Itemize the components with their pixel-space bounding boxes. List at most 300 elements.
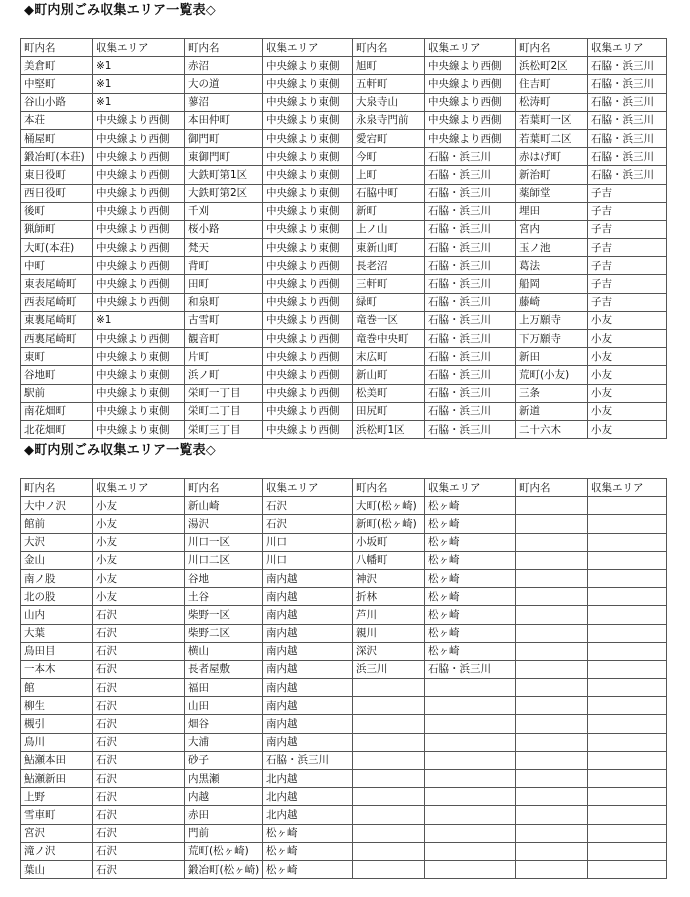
collection-area-cell: 石沢 xyxy=(93,642,185,660)
town-name-cell: 砂子 xyxy=(185,751,263,769)
town-name-cell: 竜巻一区 xyxy=(353,311,425,329)
collection-area-cell: 子吉 xyxy=(588,239,667,257)
collection-area-cell: 石脇・浜三川 xyxy=(263,751,353,769)
collection-area-cell: 小友 xyxy=(93,515,185,533)
town-name-cell: 田尻町 xyxy=(353,402,425,420)
column-header: 収集エリア xyxy=(263,39,353,57)
town-name-cell: 梵天 xyxy=(185,239,263,257)
collection-area-cell xyxy=(588,733,667,751)
page-title: ◆町内別ごみ収集エリア一覧表◇ xyxy=(24,3,216,18)
collection-area-cell: 中央線より西側 xyxy=(93,293,185,311)
collection-area-cell: 中央線より西側 xyxy=(263,311,353,329)
town-name-cell: 浜ノ町 xyxy=(185,366,263,384)
town-name-cell: 谷山小路 xyxy=(21,93,93,111)
town-name-cell: 三条 xyxy=(516,384,588,402)
collection-area-cell xyxy=(588,860,667,878)
collection-area-cell xyxy=(588,588,667,606)
town-name-cell: 川口一区 xyxy=(185,533,263,551)
column-header: 町内名 xyxy=(21,39,93,57)
collection-area-cell: 川口 xyxy=(263,551,353,569)
table-row xyxy=(21,129,667,147)
table-header-row xyxy=(21,479,667,497)
table-row xyxy=(21,715,667,733)
collection-area-cell: 南内越 xyxy=(263,624,353,642)
collection-area-cell: 南内越 xyxy=(263,715,353,733)
town-name-cell: 観音町 xyxy=(185,330,263,348)
collection-area-cell: 石沢 xyxy=(263,515,353,533)
collection-area-cell: 中央線より西側 xyxy=(93,148,185,166)
collection-area-cell: 中央線より西側 xyxy=(93,239,185,257)
column-header: 町内名 xyxy=(21,479,93,497)
collection-area-cell: 石脇・浜三川 xyxy=(425,420,516,438)
collection-area-cell: 中央線より東側 xyxy=(93,402,185,420)
town-name-cell: 南花畑町 xyxy=(21,402,93,420)
town-name-cell xyxy=(516,679,588,697)
collection-area-cell: 南内越 xyxy=(263,642,353,660)
collection-area-cell: 石脇・浜三川 xyxy=(425,220,516,238)
collection-area-cell: 松ヶ崎 xyxy=(263,860,353,878)
collection-area-cell: 松ヶ崎 xyxy=(425,533,516,551)
town-name-cell: 中堅町 xyxy=(21,75,93,93)
table-row xyxy=(21,842,667,860)
collection-area-cell: 中央線より西側 xyxy=(93,330,185,348)
town-name-cell: 二十六木 xyxy=(516,420,588,438)
town-name-cell xyxy=(516,806,588,824)
town-name-cell: 上町 xyxy=(353,166,425,184)
table-row xyxy=(21,330,667,348)
table-body xyxy=(21,479,667,879)
collection-area-cell: 石沢 xyxy=(93,624,185,642)
town-name-cell: 住吉町 xyxy=(516,75,588,93)
table-row xyxy=(21,788,667,806)
collection-area-cell: 石沢 xyxy=(93,788,185,806)
collection-area-cell: 石脇・浜三川 xyxy=(588,111,667,129)
town-name-cell xyxy=(353,788,425,806)
table-row xyxy=(21,624,667,642)
town-name-cell: 本田仲町 xyxy=(185,111,263,129)
collection-area-cell xyxy=(588,806,667,824)
table-row xyxy=(21,606,667,624)
collection-area-cell xyxy=(588,642,667,660)
town-name-cell: 新田 xyxy=(516,348,588,366)
collection-area-cell: 中央線より西側 xyxy=(263,330,353,348)
town-name-cell xyxy=(516,770,588,788)
town-name-cell xyxy=(353,715,425,733)
collection-area-cell xyxy=(425,806,516,824)
collection-area-cell xyxy=(588,842,667,860)
collection-area-cell xyxy=(588,770,667,788)
town-name-cell: 柳生 xyxy=(21,697,93,715)
town-name-cell: 新町(松ヶ崎) xyxy=(353,515,425,533)
table-row xyxy=(21,770,667,788)
collection-area-cell xyxy=(425,733,516,751)
town-name-cell: 大浦 xyxy=(185,733,263,751)
collection-area-cell: 中央線より西側 xyxy=(263,257,353,275)
town-name-cell xyxy=(353,679,425,697)
town-name-cell xyxy=(516,588,588,606)
collection-area-cell: 中央線より東側 xyxy=(263,202,353,220)
town-name-cell xyxy=(516,533,588,551)
collection-area-cell xyxy=(588,497,667,515)
collection-area-cell: 松ヶ崎 xyxy=(425,497,516,515)
town-name-cell: 鍛冶町(松ヶ崎) xyxy=(185,860,263,878)
collection-area-cell: 石脇・浜三川 xyxy=(425,275,516,293)
town-name-cell: 八幡町 xyxy=(353,551,425,569)
collection-area-cell: 子吉 xyxy=(588,220,667,238)
collection-area-cell: 中央線より東側 xyxy=(263,93,353,111)
collection-area-cell: 松ヶ崎 xyxy=(425,606,516,624)
town-name-cell: 石脇中町 xyxy=(353,184,425,202)
town-name-cell: 谷地町 xyxy=(21,366,93,384)
collection-area-cell: 小友 xyxy=(588,366,667,384)
collection-area-cell: 中央線より東側 xyxy=(93,384,185,402)
collection-area-cell: 小友 xyxy=(588,402,667,420)
town-name-cell: 大の道 xyxy=(185,75,263,93)
collection-area-cell: 中央線より東側 xyxy=(263,148,353,166)
town-name-cell xyxy=(353,806,425,824)
collection-area-cell: 中央線より西側 xyxy=(263,384,353,402)
table-row xyxy=(21,257,667,275)
collection-area-cell: 石脇・浜三川 xyxy=(425,660,516,678)
town-name-cell: 浜松町2区 xyxy=(516,57,588,75)
table-body xyxy=(21,39,667,439)
collection-area-cell: 松ヶ崎 xyxy=(263,824,353,842)
town-name-cell xyxy=(516,660,588,678)
collection-area-cell: 石脇・浜三川 xyxy=(425,166,516,184)
collection-area-cell: 小友 xyxy=(588,420,667,438)
collection-area-cell: 小友 xyxy=(93,588,185,606)
town-name-cell: 御門町 xyxy=(185,129,263,147)
town-name-cell: 藤崎 xyxy=(516,293,588,311)
collection-area-cell: 松ヶ崎 xyxy=(425,588,516,606)
town-name-cell: 大町(松ヶ崎) xyxy=(353,497,425,515)
collection-area-cell xyxy=(588,660,667,678)
town-name-cell: 川口二区 xyxy=(185,551,263,569)
collection-area-cell: 石沢 xyxy=(93,770,185,788)
town-name-cell xyxy=(516,624,588,642)
town-name-cell: 五軒町 xyxy=(353,75,425,93)
table-row xyxy=(21,860,667,878)
town-name-cell: 親川 xyxy=(353,624,425,642)
collection-area-cell xyxy=(588,751,667,769)
town-name-cell: 鳥川 xyxy=(21,733,93,751)
town-name-cell: 大町(本荘) xyxy=(21,239,93,257)
town-name-cell: 蓼沼 xyxy=(185,93,263,111)
table-row xyxy=(21,551,667,569)
collection-area-cell: 中央線より西側 xyxy=(93,202,185,220)
table-row xyxy=(21,75,667,93)
collection-area-cell: 中央線より西側 xyxy=(93,129,185,147)
collection-area-cell: 南内越 xyxy=(263,697,353,715)
table-row xyxy=(21,348,667,366)
column-header: 収集エリア xyxy=(263,479,353,497)
page-title-2: ◆町内別ごみ収集エリア一覧表◇ xyxy=(24,443,216,458)
collection-area-cell xyxy=(425,788,516,806)
town-name-cell: 埋田 xyxy=(516,202,588,220)
table-row xyxy=(21,293,667,311)
town-name-cell: 赤沼 xyxy=(185,57,263,75)
collection-area-cell: 中央線より西側 xyxy=(93,184,185,202)
town-name-cell: 大鉄町第2区 xyxy=(185,184,263,202)
table-row xyxy=(21,93,667,111)
town-name-cell: 内黒瀬 xyxy=(185,770,263,788)
collection-area-cell: 北内越 xyxy=(263,806,353,824)
collection-area-cell: 石脇・浜三川 xyxy=(425,330,516,348)
collection-area-cell xyxy=(425,715,516,733)
collection-area-cell: 石沢 xyxy=(93,606,185,624)
town-name-cell: 一本木 xyxy=(21,660,93,678)
town-name-cell: 緑町 xyxy=(353,293,425,311)
table-row xyxy=(21,515,667,533)
collection-area-cell: 石沢 xyxy=(93,679,185,697)
town-name-cell: 長者屋敷 xyxy=(185,660,263,678)
town-name-cell: 鮎瀬本田 xyxy=(21,751,93,769)
town-name-cell: 滝ノ沢 xyxy=(21,842,93,860)
collection-area-cell: 石脇・浜三川 xyxy=(425,257,516,275)
town-name-cell: 西裏尾崎町 xyxy=(21,330,93,348)
town-name-cell: 本荘 xyxy=(21,111,93,129)
town-name-cell: 東表尾崎町 xyxy=(21,275,93,293)
collection-area-cell: 中央線より東側 xyxy=(263,220,353,238)
collection-area-cell xyxy=(588,697,667,715)
collection-area-cell: 中央線より西側 xyxy=(263,402,353,420)
collection-area-cell: 中央線より西側 xyxy=(93,220,185,238)
town-name-cell: 今町 xyxy=(353,148,425,166)
town-name-cell: 玉ノ池 xyxy=(516,239,588,257)
town-name-cell: 中町 xyxy=(21,257,93,275)
collection-area-cell: 石沢 xyxy=(93,842,185,860)
town-name-cell: 大泉寺山 xyxy=(353,93,425,111)
collection-area-cell: 中央線より東側 xyxy=(263,239,353,257)
collection-area-cell: ※1 xyxy=(93,57,185,75)
collection-area-cell: 石脇・浜三川 xyxy=(588,57,667,75)
town-name-cell: 内越 xyxy=(185,788,263,806)
town-name-cell: 栄町二丁目 xyxy=(185,402,263,420)
collection-area-cell: 石沢 xyxy=(93,715,185,733)
collection-area-cell: 中央線より東側 xyxy=(263,129,353,147)
town-name-cell: 古雪町 xyxy=(185,311,263,329)
collection-area-cell: 子吉 xyxy=(588,257,667,275)
town-name-cell: 東町 xyxy=(21,348,93,366)
column-header: 町内名 xyxy=(516,39,588,57)
collection-area-cell: 石脇・浜三川 xyxy=(425,293,516,311)
town-name-cell: 松美町 xyxy=(353,384,425,402)
column-header: 町内名 xyxy=(353,479,425,497)
collection-area-cell xyxy=(425,679,516,697)
town-name-cell xyxy=(516,733,588,751)
town-name-cell: 桶屋町 xyxy=(21,129,93,147)
table-row xyxy=(21,239,667,257)
table-row xyxy=(21,588,667,606)
town-name-cell: 南ノ股 xyxy=(21,569,93,587)
collection-area-cell: ※1 xyxy=(93,75,185,93)
collection-area-cell: 小友 xyxy=(93,569,185,587)
collection-area-cell: 中央線より西側 xyxy=(263,348,353,366)
town-name-cell xyxy=(516,788,588,806)
table-row xyxy=(21,824,667,842)
collection-area-cell xyxy=(588,788,667,806)
town-name-cell: 竜巻中央町 xyxy=(353,330,425,348)
town-name-cell: 赤田 xyxy=(185,806,263,824)
collection-area-cell: 子吉 xyxy=(588,202,667,220)
collection-area-cell xyxy=(588,715,667,733)
collection-area-cell: 中央線より西側 xyxy=(425,129,516,147)
town-name-cell: 上万願寺 xyxy=(516,311,588,329)
town-name-cell xyxy=(516,715,588,733)
town-name-cell: 下万願寺 xyxy=(516,330,588,348)
town-name-cell: 上野 xyxy=(21,788,93,806)
town-name-cell: 栄町一丁目 xyxy=(185,384,263,402)
town-name-cell: 宮沢 xyxy=(21,824,93,842)
town-name-cell: 大鉄町第1区 xyxy=(185,166,263,184)
town-name-cell xyxy=(353,770,425,788)
collection-area-cell: 松ヶ崎 xyxy=(425,624,516,642)
table-row xyxy=(21,420,667,438)
column-header: 町内名 xyxy=(185,39,263,57)
table-row xyxy=(21,184,667,202)
table-row xyxy=(21,275,667,293)
column-header: 収集エリア xyxy=(425,39,516,57)
town-name-cell: 館 xyxy=(21,679,93,697)
collection-area-cell: 子吉 xyxy=(588,293,667,311)
town-name-cell xyxy=(516,697,588,715)
town-name-cell: 新町 xyxy=(353,202,425,220)
town-name-cell: 荒町(小友) xyxy=(516,366,588,384)
collection-area-cell: 石脇・浜三川 xyxy=(588,166,667,184)
collection-area-cell: 南内越 xyxy=(263,569,353,587)
town-name-cell: 片町 xyxy=(185,348,263,366)
town-name-cell: 山田 xyxy=(185,697,263,715)
town-name-cell: 深沢 xyxy=(353,642,425,660)
collection-area-cell: 川口 xyxy=(263,533,353,551)
collection-area-cell: 中央線より西側 xyxy=(93,111,185,129)
town-name-cell: 横山 xyxy=(185,642,263,660)
collection-area-cell: 子吉 xyxy=(588,275,667,293)
collection-area-cell: 中央線より西側 xyxy=(425,111,516,129)
collection-area-cell: 石脇・浜三川 xyxy=(425,366,516,384)
collection-area-cell: ※1 xyxy=(93,93,185,111)
town-name-cell: 柴野一区 xyxy=(185,606,263,624)
column-header: 収集エリア xyxy=(93,479,185,497)
table-row xyxy=(21,660,667,678)
collection-area-cell: 石脇・浜三川 xyxy=(425,402,516,420)
collection-area-cell: 石脇・浜三川 xyxy=(588,75,667,93)
town-name-cell: 永泉寺門前 xyxy=(353,111,425,129)
collection-area-cell: 中央線より西側 xyxy=(263,275,353,293)
collection-area-cell: 小友 xyxy=(93,551,185,569)
collection-area-cell: 石脇・浜三川 xyxy=(425,384,516,402)
collection-area-cell xyxy=(588,624,667,642)
town-name-cell: 若葉町一区 xyxy=(516,111,588,129)
collection-area-cell: 石脇・浜三川 xyxy=(425,202,516,220)
collection-area-cell xyxy=(588,515,667,533)
town-name-cell: 土谷 xyxy=(185,588,263,606)
collection-area-cell: 中央線より東側 xyxy=(93,366,185,384)
collection-area-cell: 石沢 xyxy=(263,497,353,515)
collection-area-cell: 中央線より西側 xyxy=(425,93,516,111)
town-name-cell xyxy=(353,860,425,878)
collection-area-cell: 石沢 xyxy=(93,751,185,769)
table-row xyxy=(21,166,667,184)
town-name-cell: 猟師町 xyxy=(21,220,93,238)
town-name-cell xyxy=(516,497,588,515)
table-row xyxy=(21,679,667,697)
collection-area-cell: 中央線より西側 xyxy=(93,166,185,184)
town-name-cell: 西日役町 xyxy=(21,184,93,202)
town-name-cell: 金山 xyxy=(21,551,93,569)
collection-area-cell: 石沢 xyxy=(93,697,185,715)
collection-area-cell xyxy=(425,860,516,878)
town-name-cell: 和泉町 xyxy=(185,293,263,311)
town-name-cell: 鳥田目 xyxy=(21,642,93,660)
town-name-cell xyxy=(516,606,588,624)
column-header: 町内名 xyxy=(353,39,425,57)
collection-area-cell: 南内越 xyxy=(263,733,353,751)
collection-area-cell: 石脇・浜三川 xyxy=(588,129,667,147)
collection-area-cell: 小友 xyxy=(588,384,667,402)
collection-area-cell: 松ヶ崎 xyxy=(425,515,516,533)
collection-area-cell: 中央線より西側 xyxy=(263,293,353,311)
collection-area-cell: 北内越 xyxy=(263,788,353,806)
collection-area-cell: 子吉 xyxy=(588,184,667,202)
collection-area-cell: 小友 xyxy=(588,311,667,329)
town-name-cell: 長老沼 xyxy=(353,257,425,275)
town-name-cell: 東御門町 xyxy=(185,148,263,166)
collection-area-cell: 中央線より西側 xyxy=(425,75,516,93)
town-name-cell: 湯沢 xyxy=(185,515,263,533)
table-row xyxy=(21,402,667,420)
town-name-cell: 末広町 xyxy=(353,348,425,366)
table-row xyxy=(21,148,667,166)
collection-area-cell xyxy=(425,770,516,788)
collection-area-cell: 石沢 xyxy=(93,806,185,824)
table-row xyxy=(21,533,667,551)
town-name-cell: 新山崎 xyxy=(185,497,263,515)
town-name-cell: 柴野二区 xyxy=(185,624,263,642)
collection-area-cell xyxy=(425,842,516,860)
table-row xyxy=(21,806,667,824)
town-name-cell: 小坂町 xyxy=(353,533,425,551)
town-name-cell: 鮎瀬新田 xyxy=(21,770,93,788)
town-name-cell xyxy=(353,697,425,715)
town-name-cell: 大葉 xyxy=(21,624,93,642)
town-name-cell: 浜三川 xyxy=(353,660,425,678)
collection-area-cell: 松ヶ崎 xyxy=(425,551,516,569)
town-name-cell: 西表尾崎町 xyxy=(21,293,93,311)
town-name-cell: 愛宕町 xyxy=(353,129,425,147)
town-name-cell: 旭町 xyxy=(353,57,425,75)
town-name-cell: 千刈 xyxy=(185,202,263,220)
town-name-cell: 駅前 xyxy=(21,384,93,402)
collection-area-cell: 中央線より西側 xyxy=(93,275,185,293)
town-name-cell: 谷地 xyxy=(185,569,263,587)
collection-area-cell: 中央線より西側 xyxy=(263,366,353,384)
town-name-cell xyxy=(516,569,588,587)
town-name-cell: 門前 xyxy=(185,824,263,842)
collection-area-cell: 中央線より東側 xyxy=(93,348,185,366)
town-name-cell: 上ノ山 xyxy=(353,220,425,238)
collection-area-cell: 石脇・浜三川 xyxy=(425,311,516,329)
town-name-cell xyxy=(516,842,588,860)
town-name-cell xyxy=(516,642,588,660)
collection-area-cell: 石脇・浜三川 xyxy=(425,348,516,366)
collection-area-cell: 北内越 xyxy=(263,770,353,788)
town-name-cell: 葛法 xyxy=(516,257,588,275)
town-name-cell: 背町 xyxy=(185,257,263,275)
town-name-cell: 東新山町 xyxy=(353,239,425,257)
collection-area-cell xyxy=(588,606,667,624)
column-header: 町内名 xyxy=(516,479,588,497)
